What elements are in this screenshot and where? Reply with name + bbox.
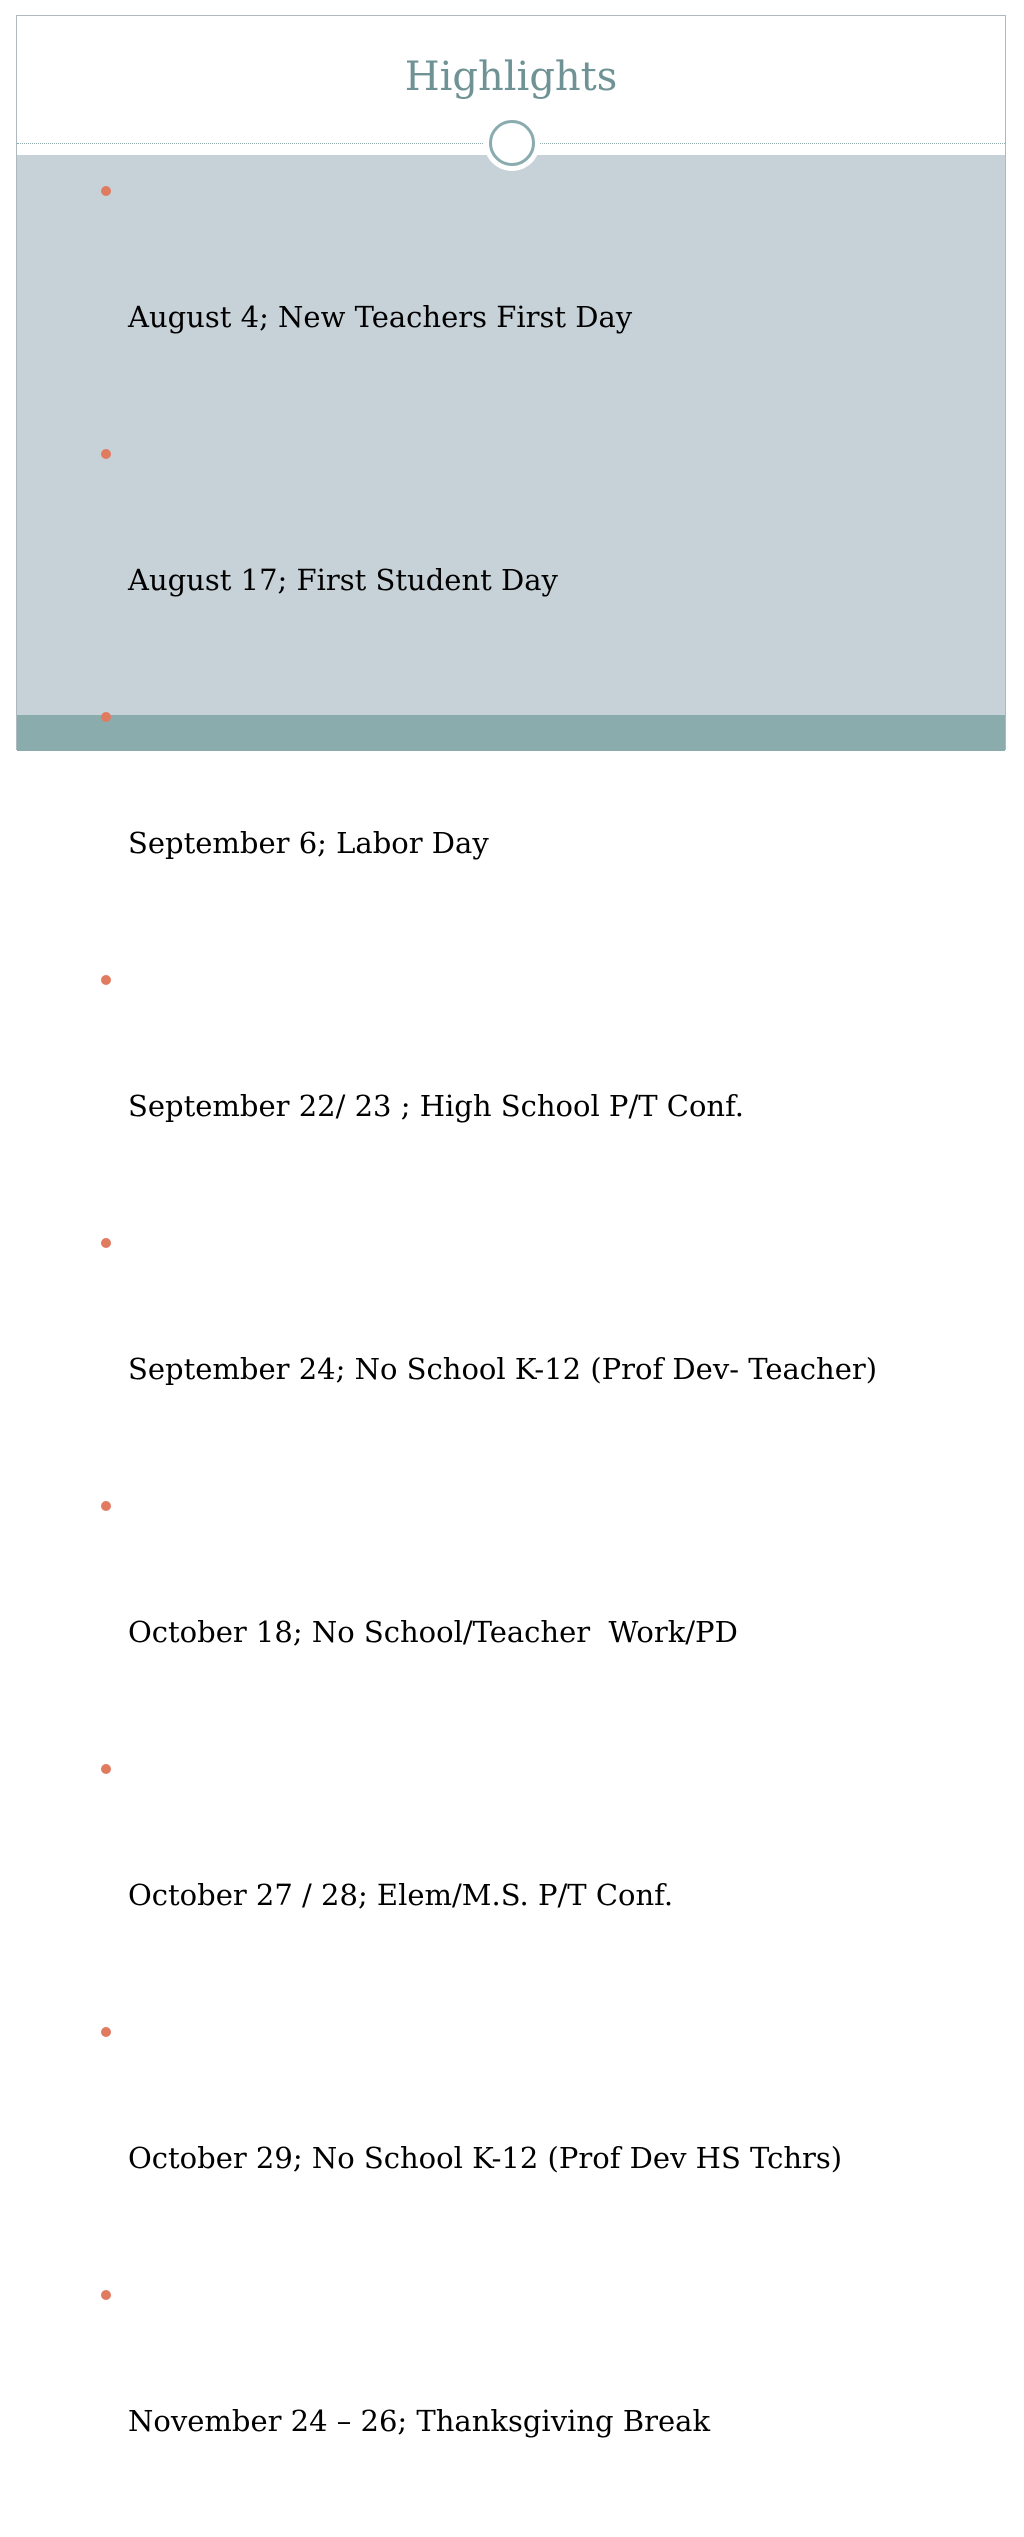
bullet-dot-icon — [101, 1501, 111, 1511]
list-item — [97, 2011, 957, 2263]
list-item — [97, 696, 957, 948]
circle-ornament-icon — [489, 120, 535, 166]
bullet-dot-icon — [101, 2290, 111, 2300]
list-item — [97, 959, 957, 1211]
bullet-dot-icon — [101, 2027, 111, 2037]
bullet-text: September 24; No School K-12 (Prof Dev- Teacher) — [128, 1352, 878, 1386]
bullet-text: August 17; First Student Day — [128, 563, 558, 597]
bullet-text: October 18; No School/Teacher Work/PD — [128, 1615, 738, 1649]
list-item — [97, 1748, 957, 2000]
bullet-dot-icon — [101, 186, 111, 196]
list-item — [97, 2274, 957, 2526]
bullet-dot-icon — [101, 1764, 111, 1774]
list-item — [97, 170, 957, 422]
bullet-text: September 22/ 23 ; High School P/T Conf. — [128, 1089, 745, 1123]
bullet-text: September 6; Labor Day — [128, 826, 489, 860]
bullet-text: October 29; No School K-12 (Prof Dev HS Tchrs) — [128, 2141, 843, 2175]
list-item — [97, 1222, 957, 1474]
bullet-dot-icon — [101, 712, 111, 722]
bullet-dot-icon — [101, 975, 111, 985]
list-item — [97, 1485, 957, 1737]
bullet-list — [97, 170, 957, 2537]
list-item — [97, 433, 957, 685]
bullet-text: November 24 – 26; Thanksgiving Break — [128, 2404, 711, 2438]
slide-title: Highlights — [404, 54, 618, 100]
bullet-text: October 27 / 28; Elem/M.S. P/T Conf. — [128, 1878, 674, 1912]
bullet-dot-icon — [101, 1238, 111, 1248]
bullet-text: August 4; New Teachers First Day — [128, 300, 633, 334]
bullet-dot-icon — [101, 449, 111, 459]
